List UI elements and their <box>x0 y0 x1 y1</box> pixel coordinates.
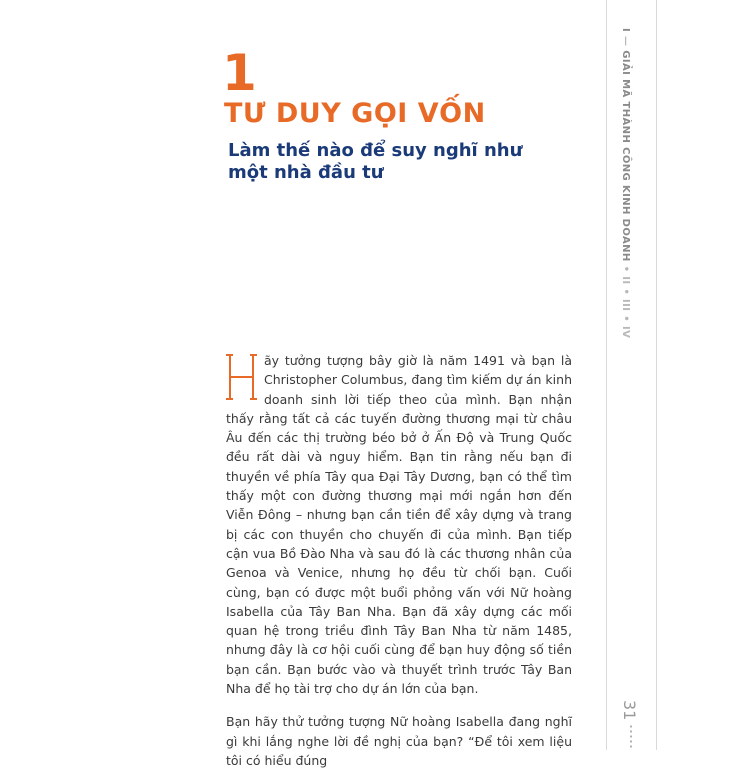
chapter-title: TƯ DUY GỌI VỐN <box>224 98 486 129</box>
side-nav-label <box>620 28 631 338</box>
chapter-number: 1 <box>222 44 257 102</box>
drop-cap-h <box>226 353 258 401</box>
chapter-subtitle-line-1: Làm thế nào để suy nghĩ như <box>228 140 523 161</box>
drop-cap-letter-graphic <box>226 353 258 401</box>
side-nav-dash: — <box>620 32 631 51</box>
side-nav-part-i: I <box>620 28 631 33</box>
side-nav-part-ii: • II <box>620 261 631 285</box>
page-number-dots <box>630 724 632 750</box>
chapter-body <box>226 351 572 784</box>
margin-rule-outer <box>656 0 657 750</box>
page-number-text: 31 <box>620 700 639 721</box>
paragraph-1 <box>226 351 572 698</box>
margin-rule-inner <box>606 0 607 750</box>
chapter-subtitle-line-2: một nhà đầu tư <box>228 162 384 183</box>
side-nav-section-title: GIẢI MÃ THÀNH CÔNG KINH DOANH <box>620 50 631 262</box>
side-navigation <box>619 28 643 339</box>
side-nav-part-iv: • IV <box>620 311 631 339</box>
drop-cap-letter: H <box>226 353 227 354</box>
paragraph-1-text: ãy tưởng tượng bây giờ là năm 1491 và bạn là Christopher Columbus, đang tìm kiếm dự án kinh doanh sinh lời tiếp theo của mình. Bạn nhận thấy rằng tất cả các tuyến đường thương mại từ châu Âu đến các thị trường béo bở ở Ấn Độ và Trung Quốc đều rất dài và nguy hiểm. Bạn tin rằng nếu bạn đi thuyền về phía Tây qua Đại Tây Dương, bạn có thể tìm thấy một con đường thương mại mới ngắn hơn đến Viễn Đông – nhưng bạn cần tiền để xây dựng và trang bị các con thuyền cho chuyến đi của mình. Bạn tiếp cận vua Bồ Đào Nha và sau đó là các thương nhân của Genoa và Venice, nhưng họ đều từ chối bạn. Cuối cùng, bạn có được một buổi phỏng vấn với Nữ hoàng Isabella của Tây Ban Nha. Bạn đã xây dựng các mối quan hệ trong triều đình Tây Ban Nha từ năm 1485, nhưng đây là cơ hội cuối cùng để bạn huy động số tiền bạn cần. Bạn bước vào và thuyết trình trước Tây Ban Nha để họ tài trợ cho dự án lớn của bạn. <box>226 353 572 697</box>
chapter-subtitle <box>228 140 522 184</box>
paragraph-2: Bạn hãy thử tưởng tượng Nữ hoàng Isabella đang nghĩ gì khi lắng nghe lời đề nghị của bạn? “Để tôi xem liệu tôi có hiểu đúng <box>226 714 572 768</box>
side-nav-part-iii: • III <box>620 284 631 312</box>
